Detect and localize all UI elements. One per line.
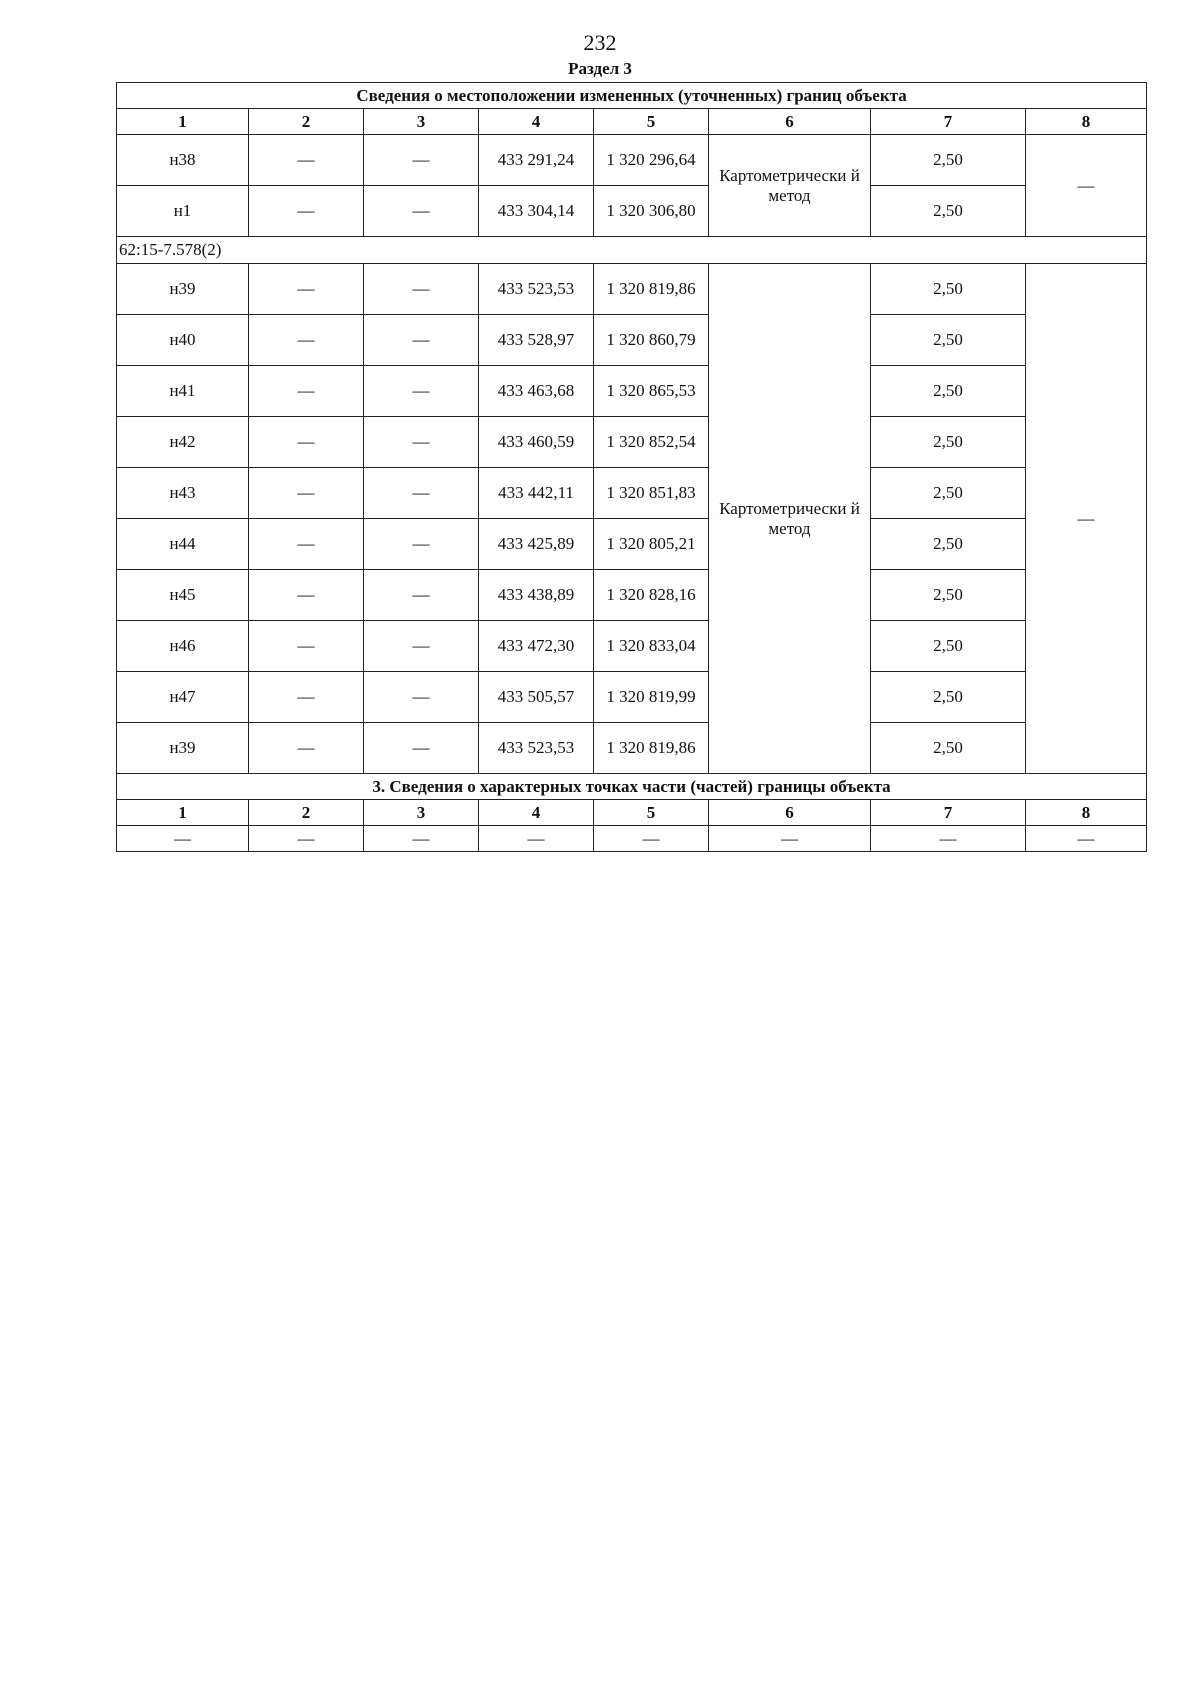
old-y-cell: — xyxy=(364,672,479,723)
old-y-cell: — xyxy=(364,264,479,315)
new-x-cell: 433 460,59 xyxy=(479,417,594,468)
point-name-cell: н38 xyxy=(117,135,249,186)
table-row xyxy=(117,621,1147,672)
part3-title: 3. Сведения о характерных точках части (частей) границы объекта xyxy=(117,774,1147,800)
column-number: 1 xyxy=(117,800,249,826)
accuracy-cell: 2,50 xyxy=(871,468,1026,519)
table-row xyxy=(117,366,1147,417)
column-number: 8 xyxy=(1026,109,1147,135)
table-row xyxy=(117,264,1147,315)
old-x-cell: — xyxy=(249,570,364,621)
new-x-cell: 433 442,11 xyxy=(479,468,594,519)
old-x-cell: — xyxy=(249,264,364,315)
new-y-cell: 1 320 860,79 xyxy=(594,315,709,366)
old-y-cell: — xyxy=(364,315,479,366)
old-y-cell: — xyxy=(364,468,479,519)
old-x-cell: — xyxy=(249,186,364,237)
table-row xyxy=(117,315,1147,366)
point-name-cell: н43 xyxy=(117,468,249,519)
old-y-cell: — xyxy=(364,621,479,672)
old-x-cell: — xyxy=(249,135,364,186)
old-y-cell: — xyxy=(364,723,479,774)
table-row xyxy=(117,468,1147,519)
old-x-cell: — xyxy=(249,417,364,468)
new-y-cell: 1 320 819,86 xyxy=(594,723,709,774)
old-x-cell: — xyxy=(249,723,364,774)
table-row xyxy=(117,135,1147,186)
new-y-cell: 1 320 296,64 xyxy=(594,135,709,186)
column-number: 8 xyxy=(1026,800,1147,826)
new-x-cell: 433 304,14 xyxy=(479,186,594,237)
new-y-cell: 1 320 851,83 xyxy=(594,468,709,519)
empty-cell: — xyxy=(594,826,709,852)
old-y-cell: — xyxy=(364,135,479,186)
empty-cell: — xyxy=(249,826,364,852)
accuracy-cell: 2,50 xyxy=(871,621,1026,672)
parcel-number-label: 62:15-7.578(2) xyxy=(117,237,1147,264)
accuracy-cell: 2,50 xyxy=(871,570,1026,621)
point-name-cell: н44 xyxy=(117,519,249,570)
parcel-label-row xyxy=(117,237,1147,264)
new-x-cell: 433 472,30 xyxy=(479,621,594,672)
new-y-cell: 1 320 805,21 xyxy=(594,519,709,570)
column-number-row xyxy=(117,109,1147,135)
new-x-cell: 433 523,53 xyxy=(479,723,594,774)
column-number: 2 xyxy=(249,800,364,826)
point-name-cell: н39 xyxy=(117,723,249,774)
accuracy-cell: 2,50 xyxy=(871,186,1026,237)
point-name-cell: н45 xyxy=(117,570,249,621)
new-x-cell: 433 463,68 xyxy=(479,366,594,417)
table-title: Сведения о местоположении измененных (уточненных) границ объекта xyxy=(117,83,1147,109)
old-x-cell: — xyxy=(249,519,364,570)
column-number: 2 xyxy=(249,109,364,135)
table-row xyxy=(117,417,1147,468)
old-y-cell: — xyxy=(364,186,479,237)
old-y-cell: — xyxy=(364,366,479,417)
column-number: 1 xyxy=(117,109,249,135)
new-y-cell: 1 320 852,54 xyxy=(594,417,709,468)
table-row xyxy=(117,672,1147,723)
old-y-cell: — xyxy=(364,417,479,468)
column-number: 4 xyxy=(479,109,594,135)
empty-cell: — xyxy=(1026,826,1147,852)
part3-column-number-row xyxy=(117,800,1147,826)
column-number: 7 xyxy=(871,800,1026,826)
new-x-cell: 433 528,97 xyxy=(479,315,594,366)
new-x-cell: 433 523,53 xyxy=(479,264,594,315)
table-row xyxy=(117,723,1147,774)
column-number: 5 xyxy=(594,800,709,826)
new-y-cell: 1 320 828,16 xyxy=(594,570,709,621)
part3-empty-row xyxy=(117,826,1147,852)
accuracy-cell: 2,50 xyxy=(871,135,1026,186)
empty-cell: — xyxy=(479,826,594,852)
accuracy-cell: 2,50 xyxy=(871,672,1026,723)
old-x-cell: — xyxy=(249,468,364,519)
new-y-cell: 1 320 865,53 xyxy=(594,366,709,417)
empty-cell: — xyxy=(364,826,479,852)
point-name-cell: н46 xyxy=(117,621,249,672)
section-title: Раздел 3 xyxy=(568,59,632,78)
table-row xyxy=(117,186,1147,237)
accuracy-cell: 2,50 xyxy=(871,417,1026,468)
table-row xyxy=(117,570,1147,621)
new-y-cell: 1 320 306,80 xyxy=(594,186,709,237)
point-name-cell: н39 xyxy=(117,264,249,315)
accuracy-cell: 2,50 xyxy=(871,315,1026,366)
point-name-cell: н1 xyxy=(117,186,249,237)
method-cell: Картометрически й метод xyxy=(709,135,871,237)
empty-cell: — xyxy=(709,826,871,852)
empty-cell: — xyxy=(117,826,249,852)
new-y-cell: 1 320 819,99 xyxy=(594,672,709,723)
new-x-cell: 433 291,24 xyxy=(479,135,594,186)
column-number: 6 xyxy=(709,800,871,826)
new-x-cell: 433 438,89 xyxy=(479,570,594,621)
old-x-cell: — xyxy=(249,366,364,417)
empty-cell: — xyxy=(871,826,1026,852)
accuracy-cell: 2,50 xyxy=(871,519,1026,570)
point-description-cell: — xyxy=(1026,135,1147,237)
old-y-cell: — xyxy=(364,519,479,570)
accuracy-cell: 2,50 xyxy=(871,366,1026,417)
old-x-cell: — xyxy=(249,315,364,366)
column-number: 5 xyxy=(594,109,709,135)
old-x-cell: — xyxy=(249,621,364,672)
new-y-cell: 1 320 833,04 xyxy=(594,621,709,672)
point-name-cell: н41 xyxy=(117,366,249,417)
accuracy-cell: 2,50 xyxy=(871,264,1026,315)
boundary-table xyxy=(116,82,1147,852)
method-cell: Картометрически й метод xyxy=(709,264,871,774)
old-x-cell: — xyxy=(249,672,364,723)
point-name-cell: н47 xyxy=(117,672,249,723)
column-number: 4 xyxy=(479,800,594,826)
new-x-cell: 433 505,57 xyxy=(479,672,594,723)
point-name-cell: н42 xyxy=(117,417,249,468)
point-name-cell: н40 xyxy=(117,315,249,366)
point-description-cell: — xyxy=(1026,264,1147,774)
new-x-cell: 433 425,89 xyxy=(479,519,594,570)
accuracy-cell: 2,50 xyxy=(871,723,1026,774)
column-number: 3 xyxy=(364,109,479,135)
column-number: 7 xyxy=(871,109,1026,135)
column-number: 3 xyxy=(364,800,479,826)
page-number: 232 xyxy=(583,30,617,55)
old-y-cell: — xyxy=(364,570,479,621)
table-row xyxy=(117,519,1147,570)
column-number: 6 xyxy=(709,109,871,135)
new-y-cell: 1 320 819,86 xyxy=(594,264,709,315)
part3-title-row xyxy=(117,774,1147,800)
